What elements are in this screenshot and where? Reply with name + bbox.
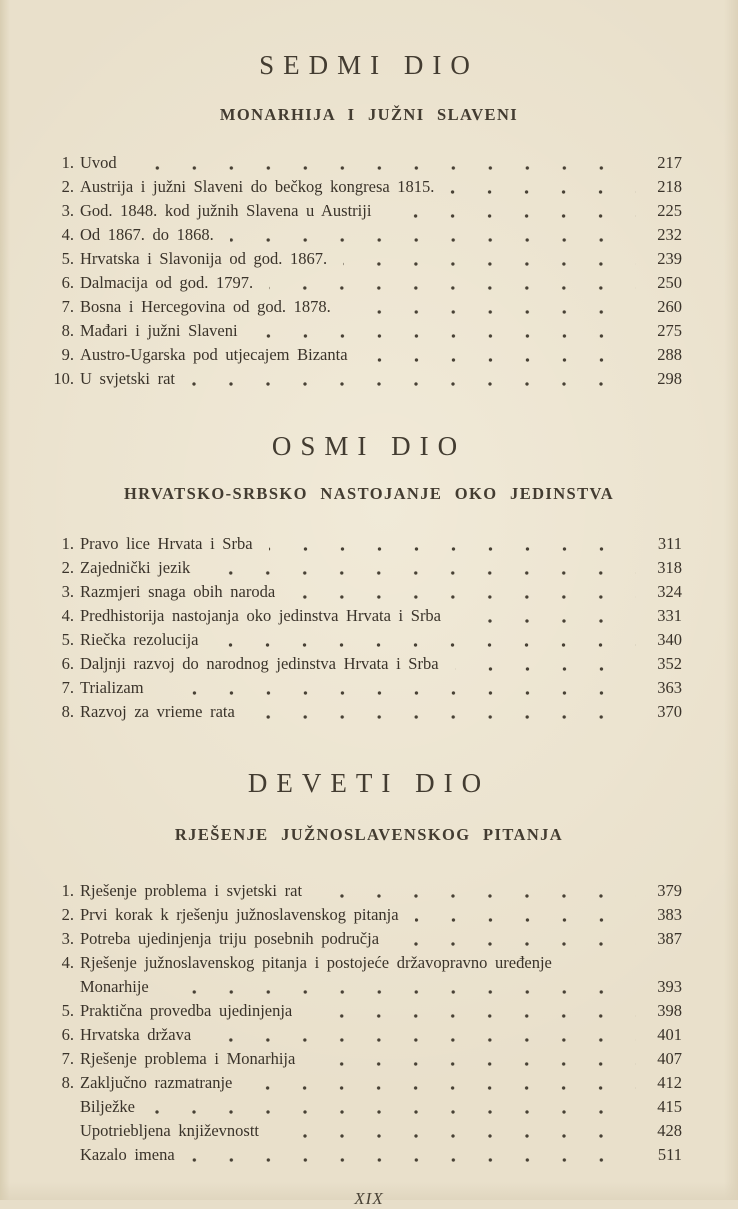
entry-page-number: 311 (657, 534, 682, 553)
toc-entry-list (46, 532, 682, 724)
entry-title: Mađari i južni Slaveni (80, 321, 238, 340)
entry-page-number: 275 (657, 321, 682, 340)
entry-page-number: 412 (657, 1073, 682, 1092)
dot-leader (206, 571, 636, 575)
section-subtitle: MONARHIJA I JUŽNI SLAVENI (219, 105, 519, 124)
toc-entry (46, 343, 682, 367)
section-subtitle: HRVATSKO-SRBSKO NASTOJANJE OKO JEDINSTVA (123, 484, 615, 503)
entry-number: 4. (61, 225, 74, 244)
entry-title: U svjetski rat (80, 369, 175, 388)
entry-title: Potreba ujedinjenja triju posebnih područja (80, 929, 380, 948)
toc-entry (46, 1047, 682, 1071)
entry-title: Rješenje problema i svjetski rat (80, 881, 303, 900)
entry-page-number: 393 (657, 977, 682, 996)
section-subtitle: RJEŠENJE JUŽNOSLAVENSKOG PITANJA (174, 825, 564, 844)
entry-title: Razmjeri snaga obih naroda (80, 582, 276, 601)
toc-entry (46, 999, 682, 1023)
entry-page-number: 379 (657, 881, 682, 900)
entry-number: 8. (61, 1073, 74, 1092)
dot-leader (318, 894, 636, 898)
entry-title: Zajednički jezik (80, 558, 191, 577)
entry-title: Od 1867. do 1868. (80, 225, 214, 244)
entry-title: Austrija i južni Slaveni do bečkog kongresa 1815. (80, 177, 435, 196)
entry-number: 4. (61, 606, 74, 625)
entry-number: 10. (53, 369, 74, 388)
entry-number: 7. (61, 678, 74, 697)
section-title: SEDMI DIO (259, 50, 479, 80)
entry-page-number: 340 (657, 630, 682, 649)
toc-entry (46, 628, 682, 652)
entry-number: 5. (61, 249, 74, 268)
entry-title: Daljnji razvoj do narodnog jedinstva Hrvata i Srba (80, 654, 439, 673)
entry-title: Kazalo imena (80, 1145, 175, 1164)
entry-page-number: 239 (657, 249, 682, 268)
entry-number: 6. (61, 1025, 74, 1044)
dot-leader (269, 286, 636, 290)
dot-leader (291, 595, 636, 599)
entry-page-number: 387 (657, 929, 682, 948)
entry-title: Zaključno razmatranje (80, 1073, 233, 1092)
dot-leader (311, 1062, 636, 1066)
entry-page-number: 428 (657, 1121, 682, 1140)
dot-leader (450, 190, 636, 194)
entry-title: Riečka rezolucija (80, 630, 199, 649)
toc-entry (46, 580, 682, 604)
entry-page-number: 288 (657, 345, 682, 364)
toc-entry-list (46, 879, 682, 1167)
entry-number: 3. (61, 929, 74, 948)
entry-page-number: 383 (657, 905, 682, 924)
dot-leader (343, 262, 636, 266)
entry-page-number: 352 (657, 654, 682, 673)
dot-leader (214, 643, 636, 647)
entry-page-number: 225 (657, 201, 682, 220)
entry-page-number: 407 (657, 1049, 682, 1068)
toc-entry (46, 1071, 682, 1095)
toc-entry (46, 247, 682, 271)
dot-leader (347, 310, 636, 314)
entry-page-number: 217 (657, 153, 682, 172)
dot-leader (275, 1134, 636, 1138)
toc-entry (46, 151, 682, 175)
entry-page-number: 318 (657, 558, 682, 577)
toc-entry (46, 652, 682, 676)
toc-entry (46, 604, 682, 628)
entry-page-number: 324 (657, 582, 682, 601)
dot-leader (457, 619, 636, 623)
page-folio-number: XIX (354, 1189, 384, 1208)
dot-leader (191, 382, 636, 386)
toc-entry (46, 1119, 682, 1143)
toc-sections (0, 50, 738, 1167)
entry-title: Pravo lice Hrvata i Srba (80, 534, 253, 553)
dot-leader (165, 990, 636, 994)
toc-entry-continuation (46, 975, 682, 999)
toc-entry (46, 175, 682, 199)
entry-page-number: 250 (657, 273, 682, 292)
entry-page-number: 298 (657, 369, 682, 388)
entry-title: God. 1848. kod južnih Slavena u Austriji (80, 201, 372, 220)
entry-title: Hrvatska i Slavonija od god. 1867. (80, 249, 328, 268)
toc-entry (46, 951, 682, 975)
entry-page-number: 331 (657, 606, 682, 625)
entry-title: Rješenje južnoslavenskog pitanja i postojeće državopravno uređenje (80, 953, 552, 972)
entry-title: Razvoj za vrieme rata (80, 702, 235, 721)
dot-leader (207, 1038, 636, 1042)
toc-entry (46, 319, 682, 343)
entry-number: 2. (61, 905, 74, 924)
entry-number: 5. (61, 1001, 74, 1020)
entry-title: Bosna i Hercegovina od god. 1878. (80, 297, 331, 316)
toc-entry (46, 1143, 682, 1167)
entry-title-continuation: Monarhije (80, 977, 149, 996)
entry-title: Predhistorija nastojanja oko jedinstva Hrvata i Srba (80, 606, 442, 625)
entry-page-number: 232 (657, 225, 682, 244)
entry-number: 4. (61, 953, 74, 972)
dot-leader (364, 358, 636, 362)
entry-number: 3. (61, 201, 74, 220)
entry-title: Trializam (80, 678, 144, 697)
entry-page-number: 415 (657, 1097, 682, 1116)
toc-entry (46, 927, 682, 951)
dot-leader (251, 715, 636, 719)
entry-number: 1. (61, 534, 74, 553)
entry-number: 3. (61, 582, 74, 601)
toc-entry (46, 676, 682, 700)
entry-number: 7. (61, 297, 74, 316)
entry-number: 6. (61, 654, 74, 673)
entry-number: 7. (61, 1049, 74, 1068)
toc-entry (46, 271, 682, 295)
entry-title: Austro-Ugarska pod utjecajem Bizanta (80, 345, 348, 364)
entry-title: Rješenje problema i Monarhija (80, 1049, 296, 1068)
toc-entry-list (46, 151, 682, 391)
entry-number: 2. (61, 177, 74, 196)
section-title: OSMI DIO (271, 431, 467, 461)
dot-leader (230, 238, 636, 242)
dot-leader (387, 214, 636, 218)
toc-entry (46, 295, 682, 319)
entry-number: 1. (61, 153, 74, 172)
dot-leader (133, 166, 636, 170)
entry-title: Dalmacija od god. 1797. (80, 273, 254, 292)
dot-leader (395, 942, 636, 946)
entry-number: 5. (61, 630, 74, 649)
dot-leader (248, 1086, 636, 1090)
toc-entry (46, 879, 682, 903)
entry-page-number: 260 (657, 297, 682, 316)
toc-entry (46, 903, 682, 927)
entry-page-number: 363 (657, 678, 682, 697)
toc-entry (46, 1095, 682, 1119)
entry-page-number: 370 (657, 702, 682, 721)
entry-title: Upotriebljena književnostt (80, 1121, 259, 1140)
entry-title: Uvod (80, 153, 117, 172)
dot-leader (151, 1110, 636, 1114)
toc-entry (46, 367, 682, 391)
dot-leader (269, 547, 636, 551)
entry-number: 6. (61, 273, 74, 292)
dot-leader (308, 1014, 636, 1018)
entry-page-number: 218 (657, 177, 682, 196)
dot-leader (191, 1158, 636, 1162)
toc-entry (46, 556, 682, 580)
dot-leader (160, 691, 636, 695)
entry-title: Praktična provedba ujedinjenja (80, 1001, 293, 1020)
section-title: DEVETI DIO (247, 768, 491, 798)
entry-title: Hrvatska država (80, 1025, 192, 1044)
entry-number: 8. (61, 321, 74, 340)
dot-leader (415, 918, 636, 922)
entry-page-number: 511 (657, 1145, 682, 1164)
entry-page-number: 401 (657, 1025, 682, 1044)
toc-entry (46, 199, 682, 223)
toc-entry (46, 532, 682, 556)
entry-number: 1. (61, 881, 74, 900)
entry-number: 8. (61, 702, 74, 721)
toc-entry (46, 223, 682, 247)
entry-title: Bilježke (80, 1097, 135, 1116)
toc-entry (46, 700, 682, 724)
dot-leader (455, 667, 636, 671)
entry-title: Prvi korak k rješenju južnoslavenskog pitanja (80, 905, 399, 924)
entry-page-number: 398 (657, 1001, 682, 1020)
toc-entry (46, 1023, 682, 1047)
entry-number: 2. (61, 558, 74, 577)
entry-number: 9. (61, 345, 74, 364)
dot-leader (254, 334, 636, 338)
